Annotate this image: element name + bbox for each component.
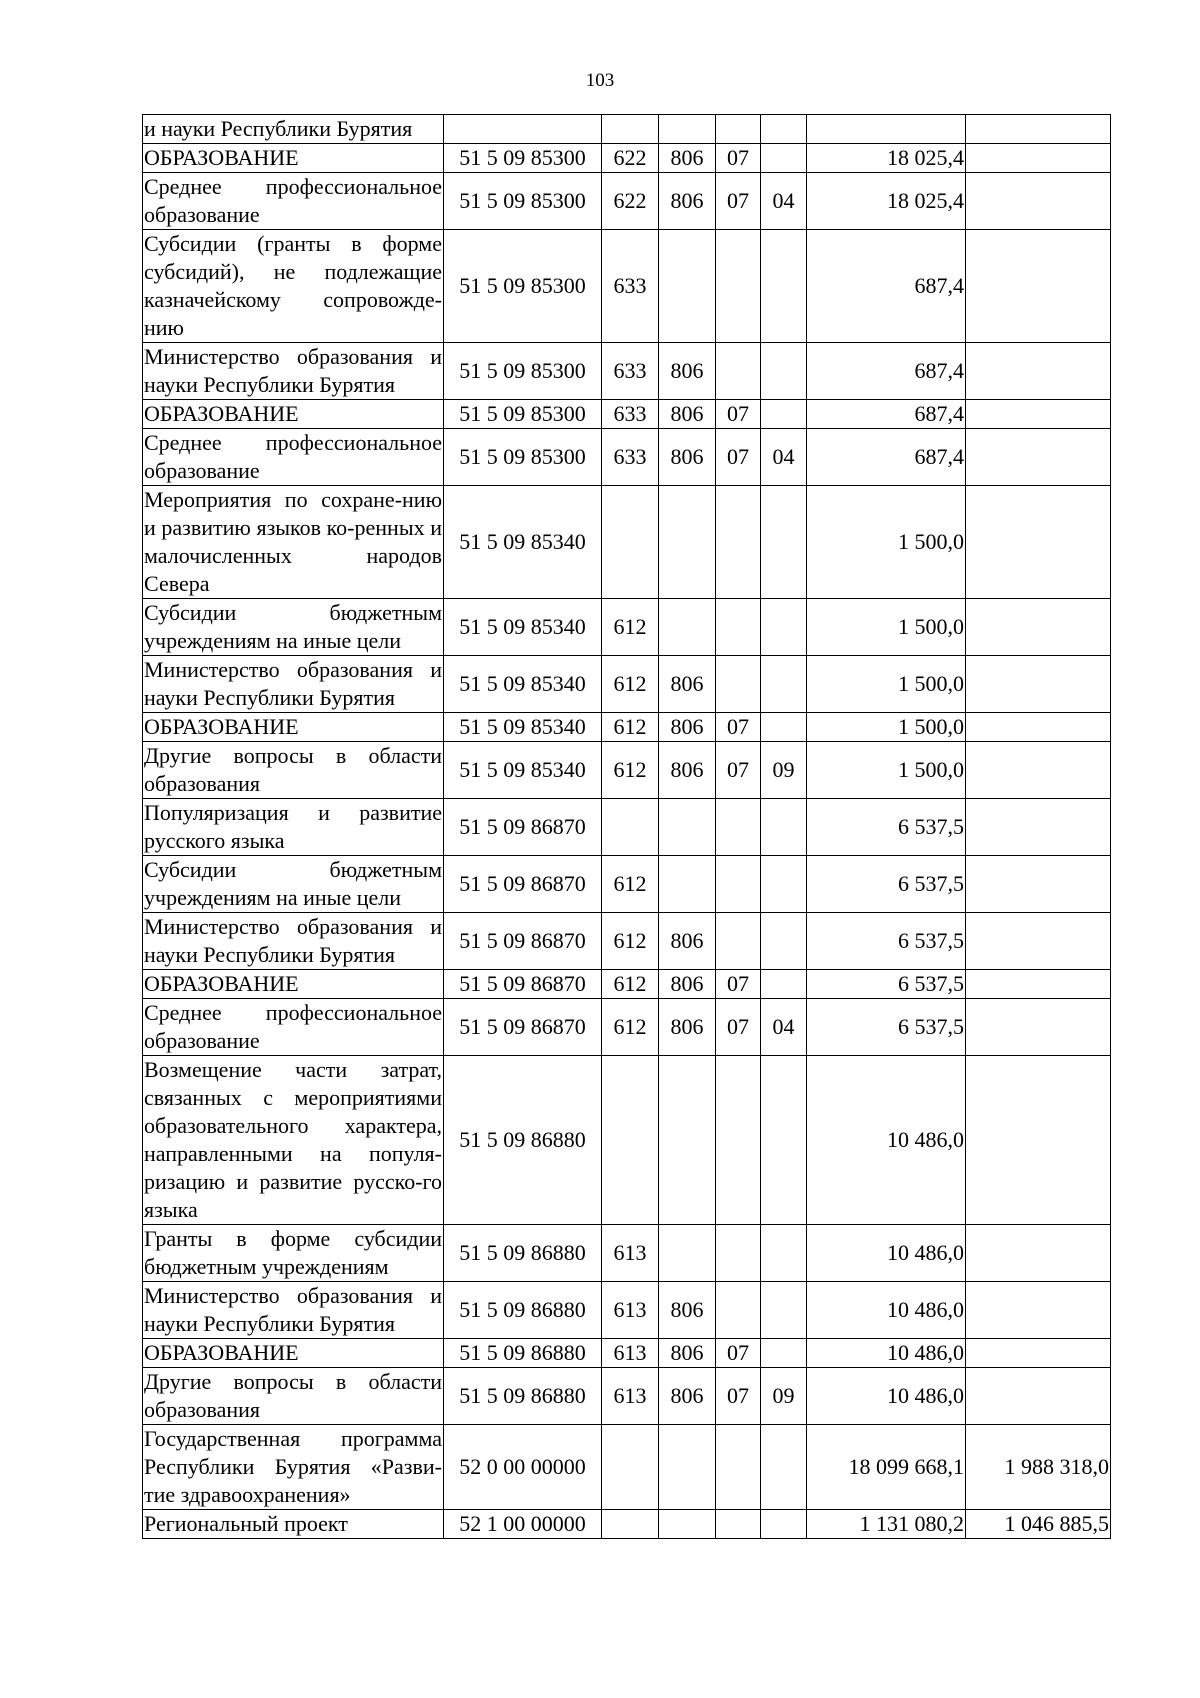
amount-secondary-cell [966,1368,1111,1425]
table-row [143,1056,1111,1225]
row-name-cell: Возмещение части затрат, связанных с мероприятиями образовательного характера, направленными на популя-ризацию и развитие русско-го языка [143,1056,444,1225]
row-name-cell: Среднее профессиональное образование [143,999,444,1056]
table-row [143,1225,1111,1282]
table-row [143,1510,1111,1539]
subsection-code-cell [761,486,807,599]
table-body [143,115,1111,1539]
ministry-code-cell: 806 [659,1339,716,1368]
ministry-code-cell: 806 [659,144,716,173]
subsection-code-cell [761,713,807,742]
amount-secondary-cell [966,1339,1111,1368]
amount-secondary-cell [966,656,1111,713]
row-name-cell: Среднее профессиональное образование [143,429,444,486]
expense-type-code-cell [602,799,659,856]
table-row [143,799,1111,856]
target-article-code-cell: 51 5 09 86870 [444,856,602,913]
ministry-code-cell [659,1510,716,1539]
section-code-cell: 07 [716,144,761,173]
expense-type-code-cell: 612 [602,656,659,713]
amount-secondary-cell [966,856,1111,913]
expense-type-code-cell: 633 [602,400,659,429]
amount-cell: 6 537,5 [807,999,966,1056]
amount-secondary-cell [966,173,1111,230]
table-row [143,713,1111,742]
target-article-code-cell: 51 5 09 85300 [444,343,602,400]
row-name-cell: Субсидии бюджетным учреждениям на иные цели [143,856,444,913]
amount-secondary-cell [966,230,1111,343]
ministry-code-cell [659,599,716,656]
amount-cell: 18 025,4 [807,173,966,230]
subsection-code-cell: 04 [761,429,807,486]
target-article-code-cell: 52 0 00 00000 [444,1425,602,1510]
ministry-code-cell: 806 [659,1368,716,1425]
row-name-cell: Гранты в форме субсидии бюджетным учреждениям [143,1225,444,1282]
target-article-code-cell: 51 5 09 86880 [444,1282,602,1339]
amount-cell: 6 537,5 [807,913,966,970]
ministry-code-cell: 806 [659,173,716,230]
subsection-code-cell [761,1225,807,1282]
expense-type-code-cell [602,1056,659,1225]
amount-cell: 18 099 668,1 [807,1425,966,1510]
subsection-code-cell [761,115,807,144]
ministry-code-cell: 806 [659,913,716,970]
row-name-cell: Субсидии (гранты в форме субсидий), не подлежащие казначейскому сопровожде-нию [143,230,444,343]
row-name-cell: ОБРАЗОВАНИЕ [143,144,444,173]
subsection-code-cell [761,599,807,656]
subsection-code-cell [761,1056,807,1225]
amount-cell: 1 500,0 [807,656,966,713]
expense-type-code-cell: 622 [602,173,659,230]
target-article-code-cell: 51 5 09 86880 [444,1225,602,1282]
amount-secondary-cell [966,343,1111,400]
row-name-cell: ОБРАЗОВАНИЕ [143,970,444,999]
target-article-code-cell: 51 5 09 85340 [444,486,602,599]
section-code-cell: 07 [716,1368,761,1425]
expense-type-code-cell: 613 [602,1282,659,1339]
amount-cell: 687,4 [807,429,966,486]
table-row [143,856,1111,913]
section-code-cell: 07 [716,400,761,429]
target-article-code-cell: 51 5 09 86880 [444,1339,602,1368]
target-article-code-cell: 51 5 09 86870 [444,913,602,970]
amount-cell: 1 500,0 [807,713,966,742]
ministry-code-cell: 806 [659,400,716,429]
section-code-cell: 07 [716,742,761,799]
table-row [143,144,1111,173]
amount-secondary-cell [966,429,1111,486]
table-row [143,1282,1111,1339]
row-name-cell: Среднее профессиональное образование [143,173,444,230]
ministry-code-cell [659,1056,716,1225]
expense-type-code-cell: 612 [602,599,659,656]
amount-cell: 10 486,0 [807,1056,966,1225]
amount-cell: 6 537,5 [807,799,966,856]
target-article-code-cell: 52 1 00 00000 [444,1510,602,1539]
row-name-cell: и науки Республики Бурятия [143,115,444,144]
amount-secondary-cell [966,742,1111,799]
amount-cell: 6 537,5 [807,856,966,913]
row-name-cell: Другие вопросы в области образования [143,742,444,799]
section-code-cell [716,656,761,713]
subsection-code-cell [761,1282,807,1339]
section-code-cell: 07 [716,999,761,1056]
section-code-cell [716,913,761,970]
expense-type-code-cell: 612 [602,999,659,1056]
section-code-cell [716,486,761,599]
section-code-cell [716,115,761,144]
ministry-code-cell [659,1425,716,1510]
ministry-code-cell: 806 [659,343,716,400]
section-code-cell [716,1056,761,1225]
section-code-cell [716,1225,761,1282]
ministry-code-cell [659,486,716,599]
row-name-cell: Министерство образования и науки Республики Бурятия [143,343,444,400]
expense-type-code-cell: 612 [602,970,659,999]
amount-cell: 1 500,0 [807,486,966,599]
row-name-cell: Министерство образования и науки Республики Бурятия [143,913,444,970]
amount-cell: 687,4 [807,343,966,400]
subsection-code-cell [761,144,807,173]
expense-type-code-cell: 613 [602,1225,659,1282]
amount-cell: 10 486,0 [807,1282,966,1339]
target-article-code-cell: 51 5 09 85340 [444,713,602,742]
table-row [143,230,1111,343]
target-article-code-cell: 51 5 09 86870 [444,999,602,1056]
ministry-code-cell [659,799,716,856]
target-article-code-cell: 51 5 09 85300 [444,429,602,486]
table-row [143,115,1111,144]
row-name-cell: Популяризация и развитие русского языка [143,799,444,856]
amount-cell [807,115,966,144]
section-code-cell: 07 [716,173,761,230]
amount-cell: 10 486,0 [807,1339,966,1368]
section-code-cell [716,230,761,343]
row-name-cell: Министерство образования и науки Республики Бурятия [143,1282,444,1339]
expense-type-code-cell [602,1425,659,1510]
target-article-code-cell: 51 5 09 85340 [444,599,602,656]
subsection-code-cell [761,656,807,713]
target-article-code-cell: 51 5 09 85340 [444,656,602,713]
table-row [143,343,1111,400]
expense-type-code-cell [602,115,659,144]
table-row [143,429,1111,486]
subsection-code-cell [761,230,807,343]
budget-table [142,114,1111,1539]
amount-cell: 687,4 [807,400,966,429]
ministry-code-cell: 806 [659,1282,716,1339]
table-row [143,1368,1111,1425]
amount-cell: 6 537,5 [807,970,966,999]
row-name-cell: Министерство образования и науки Республики Бурятия [143,656,444,713]
section-code-cell [716,1282,761,1339]
row-name-cell: Государственная программа Республики Бурятия «Разви-тие здравоохранения» [143,1425,444,1510]
section-code-cell: 07 [716,713,761,742]
expense-type-code-cell: 612 [602,742,659,799]
amount-cell: 1 131 080,2 [807,1510,966,1539]
amount-secondary-cell [966,1282,1111,1339]
table-row [143,599,1111,656]
expense-type-code-cell: 612 [602,913,659,970]
row-name-cell: ОБРАЗОВАНИЕ [143,1339,444,1368]
section-code-cell: 07 [716,1339,761,1368]
table-row [143,742,1111,799]
section-code-cell [716,1425,761,1510]
ministry-code-cell: 806 [659,429,716,486]
table-row [143,1425,1111,1510]
amount-secondary-cell [966,799,1111,856]
row-name-cell: Другие вопросы в области образования [143,1368,444,1425]
subsection-code-cell: 09 [761,1368,807,1425]
target-article-code-cell [444,115,602,144]
subsection-code-cell [761,1510,807,1539]
amount-cell: 1 500,0 [807,599,966,656]
table-row [143,913,1111,970]
expense-type-code-cell: 612 [602,713,659,742]
amount-secondary-cell [966,913,1111,970]
amount-secondary-cell [966,970,1111,999]
section-code-cell [716,343,761,400]
ministry-code-cell [659,115,716,144]
table-row [143,999,1111,1056]
ministry-code-cell: 806 [659,999,716,1056]
ministry-code-cell: 806 [659,656,716,713]
target-article-code-cell: 51 5 09 86870 [444,970,602,999]
amount-secondary-cell [966,486,1111,599]
section-code-cell [716,1510,761,1539]
section-code-cell [716,856,761,913]
amount-cell: 18 025,4 [807,144,966,173]
row-name-cell: Мероприятия по сохране-нию и развитию языков ко-ренных и малочисленных народов Севера [143,486,444,599]
table-row [143,173,1111,230]
ministry-code-cell [659,1225,716,1282]
amount-cell: 687,4 [807,230,966,343]
amount-secondary-cell [966,999,1111,1056]
expense-type-code-cell: 633 [602,343,659,400]
amount-secondary-cell [966,599,1111,656]
target-article-code-cell: 51 5 09 85340 [444,742,602,799]
ministry-code-cell [659,230,716,343]
subsection-code-cell [761,400,807,429]
expense-type-code-cell: 613 [602,1339,659,1368]
subsection-code-cell: 04 [761,999,807,1056]
subsection-code-cell [761,1339,807,1368]
row-name-cell: ОБРАЗОВАНИЕ [143,713,444,742]
subsection-code-cell [761,856,807,913]
section-code-cell: 07 [716,429,761,486]
amount-secondary-cell: 1 046 885,5 [966,1510,1111,1539]
table-row [143,486,1111,599]
expense-type-code-cell [602,486,659,599]
section-code-cell [716,599,761,656]
amount-secondary-cell [966,400,1111,429]
target-article-code-cell: 51 5 09 86880 [444,1368,602,1425]
target-article-code-cell: 51 5 09 85300 [444,173,602,230]
expense-type-code-cell: 633 [602,230,659,343]
ministry-code-cell [659,856,716,913]
expense-type-code-cell: 612 [602,856,659,913]
table-row [143,1339,1111,1368]
subsection-code-cell: 09 [761,742,807,799]
subsection-code-cell [761,799,807,856]
expense-type-code-cell: 633 [602,429,659,486]
subsection-code-cell [761,913,807,970]
target-article-code-cell: 51 5 09 86870 [444,799,602,856]
expense-type-code-cell: 622 [602,144,659,173]
target-article-code-cell: 51 5 09 86880 [444,1056,602,1225]
subsection-code-cell [761,343,807,400]
section-code-cell [716,799,761,856]
target-article-code-cell: 51 5 09 85300 [444,400,602,429]
table-row [143,656,1111,713]
amount-secondary-cell [966,713,1111,742]
ministry-code-cell: 806 [659,742,716,799]
target-article-code-cell: 51 5 09 85300 [444,144,602,173]
subsection-code-cell [761,970,807,999]
amount-secondary-cell [966,115,1111,144]
target-article-code-cell: 51 5 09 85300 [444,230,602,343]
expense-type-code-cell: 613 [602,1368,659,1425]
amount-secondary-cell [966,1056,1111,1225]
amount-cell: 1 500,0 [807,742,966,799]
amount-cell: 10 486,0 [807,1225,966,1282]
subsection-code-cell [761,1425,807,1510]
ministry-code-cell: 806 [659,970,716,999]
table-row [143,400,1111,429]
expense-type-code-cell [602,1510,659,1539]
ministry-code-cell: 806 [659,713,716,742]
row-name-cell: ОБРАЗОВАНИЕ [143,400,444,429]
amount-secondary-cell [966,1225,1111,1282]
amount-secondary-cell [966,144,1111,173]
section-code-cell: 07 [716,970,761,999]
amount-secondary-cell: 1 988 318,0 [966,1425,1111,1510]
row-name-cell: Региональный проект [143,1510,444,1539]
subsection-code-cell: 04 [761,173,807,230]
table-row [143,970,1111,999]
amount-cell: 10 486,0 [807,1368,966,1425]
row-name-cell: Субсидии бюджетным учреждениям на иные цели [143,599,444,656]
page-number: 103 [585,70,615,91]
